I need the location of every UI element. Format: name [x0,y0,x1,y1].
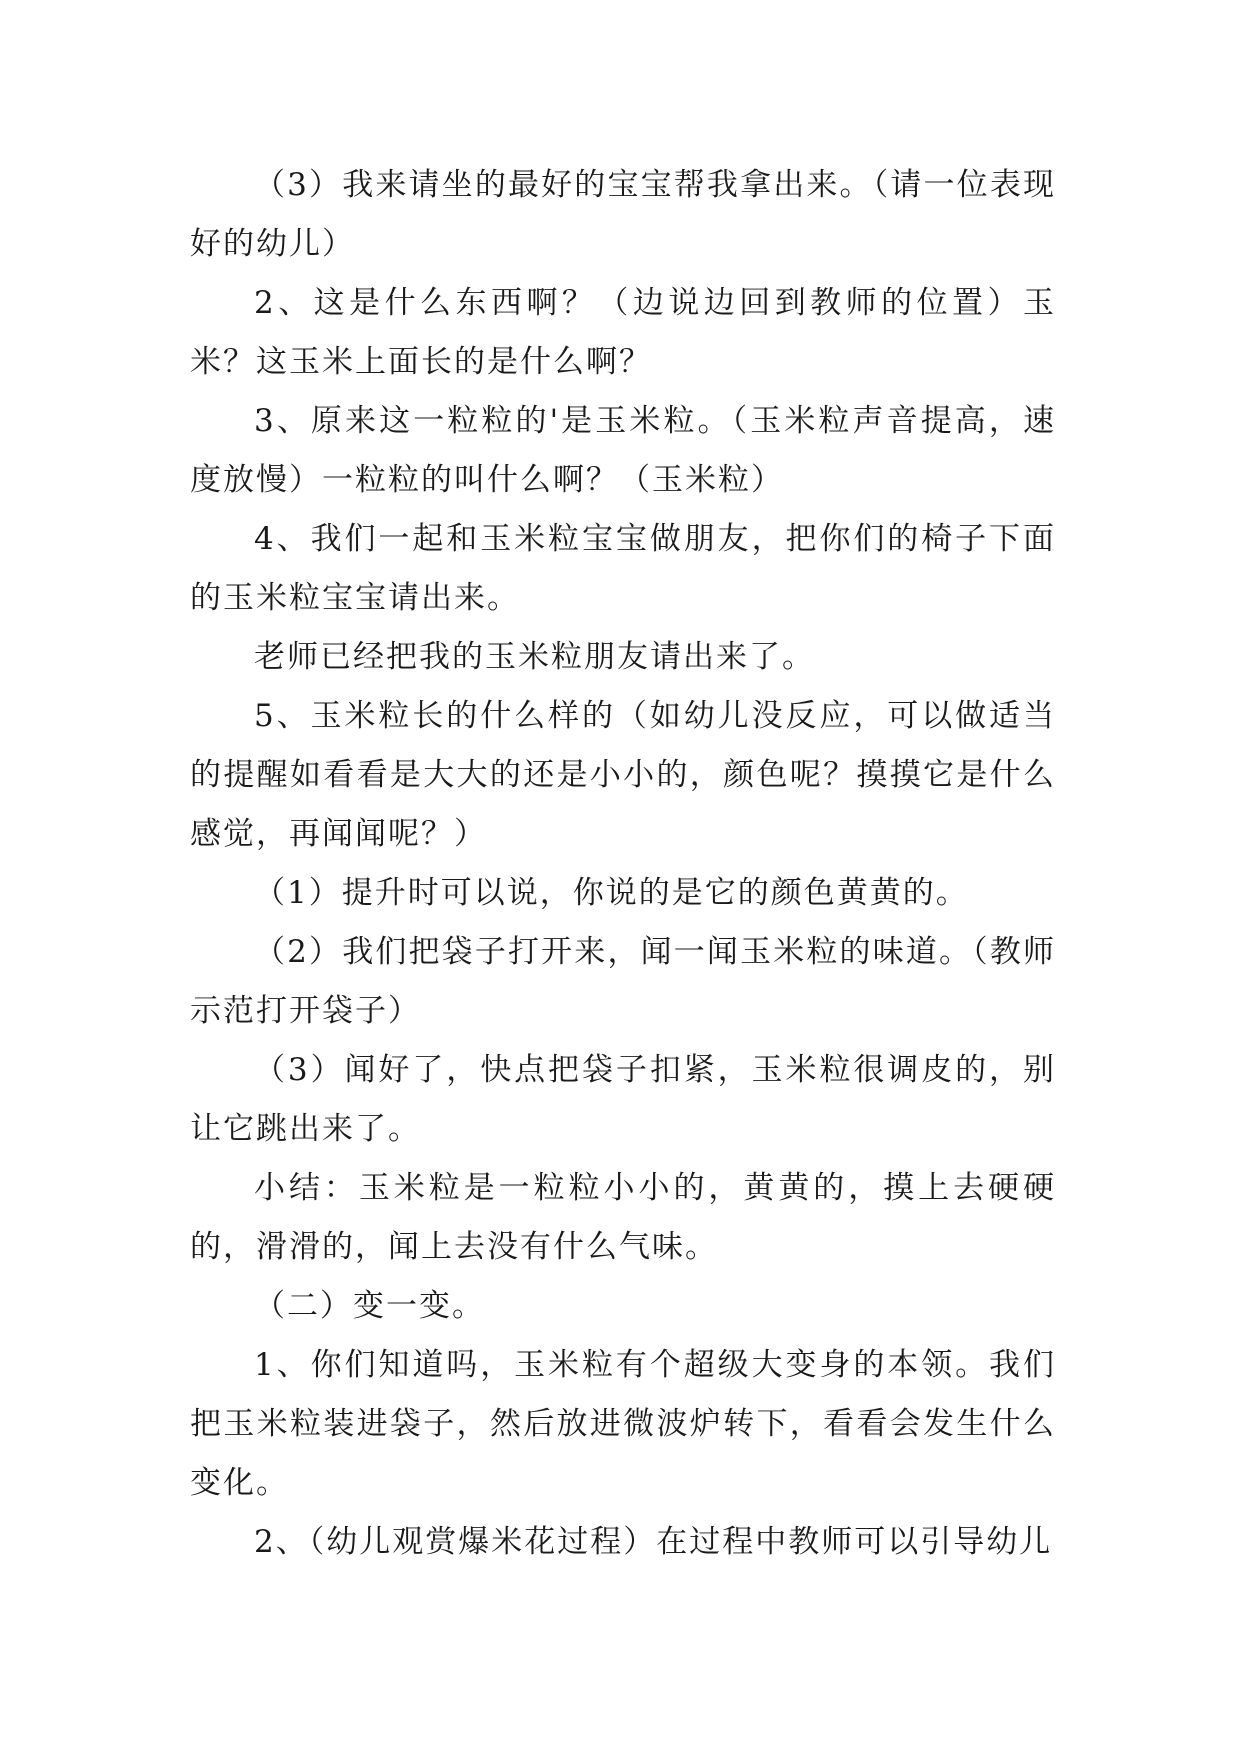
paragraph: （3）我来请坐的最好的宝宝帮我拿出来。（请一位表现好的幼儿） [190,167,1056,262]
paragraph: 2、（幼儿观赏爆米花过程）在过程中教师可以引导幼儿 [254,1524,1053,1560]
section-heading: （二）变一变。 [254,1288,485,1324]
paragraph: （3）闻好了，快点把袋子扣紧，玉米粒很调皮的，别让它跳出来了。 [190,1052,1056,1147]
summary-paragraph: 小结：玉米粒是一粒粒小小的，黄黄的，摸上去硬硬的，滑滑的，闻上去没有什么气味。 [190,1170,1056,1265]
paragraph: （2）我们把袋子打开来，闻一闻玉米粒的味道。（教师示范打开袋子） [190,934,1056,1029]
paragraph: 5、玉米粒长的什么样的（如幼儿没反应，可以做适当的提醒如看看是大大的还是小小的，颜色呢？摸摸它是什么感觉，再闻闻呢？） [190,698,1056,852]
paragraph: （1）提升时可以说，你说的是它的颜色黄黄的。 [254,875,969,911]
paragraph: 老师已经把我的玉米粒朋友请出来了。 [254,639,815,675]
paragraph: 2、这是什么东西啊？（边说边回到教师的位置）玉米？这玉米上面长的是什么啊？ [190,285,1056,380]
paragraph: 3、原来这一粒粒的'是玉米粒。（玉米粒声音提高，速度放慢）一粒粒的叫什么啊？（玉米粒） [190,403,1056,498]
paragraph: 4、我们一起和玉米粒宝宝做朋友，把你们的椅子下面的玉米粒宝宝请出来。 [190,521,1056,616]
document-body [190,156,1056,1572]
paragraph: 1、你们知道吗，玉米粒有个超级大变身的本领。我们把玉米粒装进袋子，然后放进微波炉转下，看看会发生什么变化。 [190,1347,1056,1501]
